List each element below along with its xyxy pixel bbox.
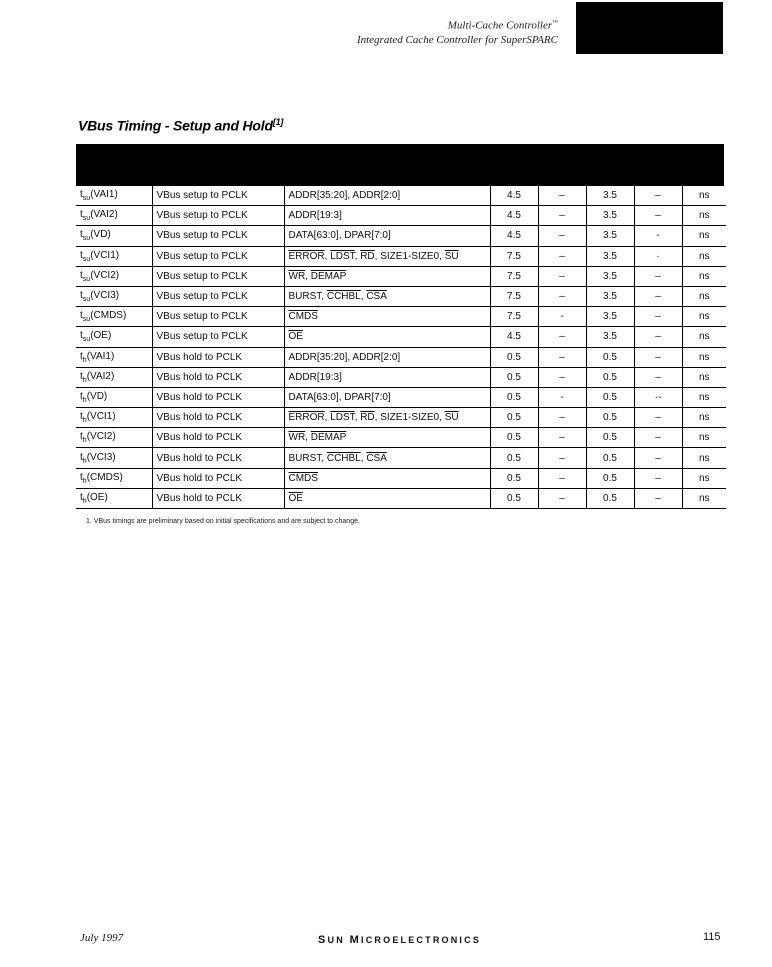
- description-cell: VBus hold to PCLK: [152, 408, 284, 428]
- value-cell: 3.5: [586, 186, 634, 206]
- unit-cell: ns: [682, 387, 726, 407]
- description-cell: VBus setup to PCLK: [152, 206, 284, 226]
- footer-date: July 1997: [80, 932, 124, 944]
- symbol-cell: $t_{su}(VAI2)$: [76, 206, 152, 226]
- section-title: [78, 117, 283, 134]
- value-cell: 7.5: [490, 307, 538, 327]
- value-cell: 0.5: [490, 387, 538, 407]
- value-cell: –: [538, 367, 586, 387]
- value-cell: 0.5: [586, 488, 634, 508]
- value-cell: 7.5: [490, 266, 538, 286]
- value-cell: –: [538, 206, 586, 226]
- table-row: [76, 307, 726, 327]
- signals-cell: ADDR[35:20], ADDR[2:0]: [284, 186, 490, 206]
- value-cell: 0.5: [490, 468, 538, 488]
- table-row: [76, 408, 726, 428]
- symbol-cell: $t_h(VCI1)$: [76, 408, 152, 428]
- value-cell: –: [538, 186, 586, 206]
- value-cell: ·: [634, 246, 682, 266]
- unit-cell: ns: [682, 246, 726, 266]
- unit-cell: ns: [682, 286, 726, 306]
- header-black-tab: [576, 2, 723, 54]
- value-cell: -: [538, 387, 586, 407]
- unit-cell: ns: [682, 408, 726, 428]
- value-cell: –: [634, 286, 682, 306]
- value-cell: -: [538, 307, 586, 327]
- unit-cell: ns: [682, 448, 726, 468]
- description-cell: VBus hold to PCLK: [152, 367, 284, 387]
- value-cell: 3.5: [586, 327, 634, 347]
- value-cell: 4.5: [490, 327, 538, 347]
- value-cell: –: [538, 408, 586, 428]
- footer-brand: SUN MICROELECTRONICS: [318, 934, 482, 946]
- unit-cell: ns: [682, 206, 726, 226]
- signals-cell: $\overline{WR}$, DEMAP: [284, 266, 490, 286]
- unit-cell: ns: [682, 266, 726, 286]
- table-row: [76, 266, 726, 286]
- signals-cell: ERROR, LDST, $\overline{RD}$, SIZE1-SIZE0, $\overline{SU}$: [284, 246, 490, 266]
- symbol-cell: $t_h(CMDS)$: [76, 468, 152, 488]
- description-cell: VBus hold to PCLK: [152, 387, 284, 407]
- table-row: [76, 347, 726, 367]
- value-cell: 0.5: [586, 468, 634, 488]
- signals-cell: $\overline{OE}$: [284, 488, 490, 508]
- value-cell: 3.5: [586, 266, 634, 286]
- value-cell: –: [634, 367, 682, 387]
- value-cell: 3.5: [586, 226, 634, 246]
- timing-table: [76, 186, 726, 509]
- symbol-cell: $t_{su}(CMDS)$: [76, 307, 152, 327]
- unit-cell: ns: [682, 327, 726, 347]
- description-cell: VBus hold to PCLK: [152, 468, 284, 488]
- footnote: 1. VBus timings are preliminary based on initial specifications and are subject to change.: [86, 518, 360, 525]
- table-row: [76, 387, 726, 407]
- description-cell: VBus hold to PCLK: [152, 448, 284, 468]
- value-cell: 0.5: [586, 408, 634, 428]
- table-header-bar: [76, 144, 724, 186]
- value-cell: 4.5: [490, 206, 538, 226]
- unit-cell: ns: [682, 488, 726, 508]
- unit-cell: ns: [682, 186, 726, 206]
- signals-cell: ADDR[19:3]: [284, 367, 490, 387]
- value-cell: 0.5: [586, 448, 634, 468]
- description-cell: VBus setup to PCLK: [152, 266, 284, 286]
- value-cell: 3.5: [586, 206, 634, 226]
- value-cell: –: [538, 327, 586, 347]
- symbol-cell: $t_h(VCI2)$: [76, 428, 152, 448]
- value-cell: -: [634, 226, 682, 246]
- trademark-mark: ™: [552, 20, 558, 26]
- value-cell: –: [634, 408, 682, 428]
- value-cell: 0.5: [586, 428, 634, 448]
- value-cell: 7.5: [490, 286, 538, 306]
- description-cell: VBus setup to PCLK: [152, 186, 284, 206]
- symbol-cell: $t_{su}(VD)$: [76, 226, 152, 246]
- value-cell: 7.5: [490, 246, 538, 266]
- value-cell: 0.5: [490, 347, 538, 367]
- value-cell: –: [538, 347, 586, 367]
- page-number: 115: [703, 931, 721, 943]
- unit-cell: ns: [682, 468, 726, 488]
- unit-cell: ns: [682, 428, 726, 448]
- signals-cell: BURST, CCHBL, $\overline{CSA}$: [284, 286, 490, 306]
- value-cell: 0.5: [586, 347, 634, 367]
- table-row: [76, 327, 726, 347]
- value-cell: 0.5: [586, 367, 634, 387]
- value-cell: –: [538, 488, 586, 508]
- value-cell: 3.5: [586, 286, 634, 306]
- unit-cell: ns: [682, 347, 726, 367]
- symbol-cell: $t_h(VCI3)$: [76, 448, 152, 468]
- signals-cell: CMDS: [284, 468, 490, 488]
- signals-cell: ADDR[35:20], ADDR[2:0]: [284, 347, 490, 367]
- header-product-line-text: Multi-Cache Controller: [447, 19, 553, 32]
- symbol-cell: $t_{su}(VCI1)$: [76, 246, 152, 266]
- value-cell: ·-: [634, 387, 682, 407]
- section-title-text: VBus Timing - Setup and Hold: [78, 117, 273, 134]
- value-cell: –: [634, 428, 682, 448]
- signals-cell: DATA[63:0], DPAR[7:0]: [284, 387, 490, 407]
- table-row: [76, 488, 726, 508]
- symbol-cell: $t_{su}(OE)$: [76, 327, 152, 347]
- description-cell: VBus setup to PCLK: [152, 286, 284, 306]
- table-row: [76, 448, 726, 468]
- header-product-line: [448, 16, 558, 34]
- value-cell: –: [538, 468, 586, 488]
- value-cell: –: [538, 428, 586, 448]
- signals-cell: $\overline{WR}$, DEMAP: [284, 428, 490, 448]
- value-cell: –: [538, 246, 586, 266]
- value-cell: –: [538, 226, 586, 246]
- value-cell: –: [538, 266, 586, 286]
- unit-cell: ns: [682, 307, 726, 327]
- value-cell: –: [634, 307, 682, 327]
- value-cell: –: [634, 206, 682, 226]
- signals-cell: $\overline{OE}$: [284, 327, 490, 347]
- value-cell: 0.5: [490, 488, 538, 508]
- symbol-cell: $t_h(VAI1)$: [76, 347, 152, 367]
- symbol-cell: $t_h(VD)$: [76, 387, 152, 407]
- description-cell: VBus hold to PCLK: [152, 428, 284, 448]
- value-cell: 0.5: [586, 387, 634, 407]
- description-cell: VBus setup to PCLK: [152, 327, 284, 347]
- signals-cell: ERROR, LDST, $\overline{RD}$, SIZE1-SIZE0, $\overline{SU}$: [284, 408, 490, 428]
- symbol-cell: $t_h(OE)$: [76, 488, 152, 508]
- value-cell: 3.5: [586, 307, 634, 327]
- value-cell: –: [634, 488, 682, 508]
- table-row: [76, 468, 726, 488]
- value-cell: 0.5: [490, 448, 538, 468]
- value-cell: –: [634, 186, 682, 206]
- symbol-cell: $t_h(VAI2)$: [76, 367, 152, 387]
- symbol-cell: $t_{su}(VAI1)$: [76, 186, 152, 206]
- timing-table-body: [76, 186, 726, 509]
- description-cell: VBus setup to PCLK: [152, 246, 284, 266]
- signals-cell: BURST, CCHBL, $\overline{CSA}$: [284, 448, 490, 468]
- description-cell: VBus hold to PCLK: [152, 488, 284, 508]
- table-row: [76, 246, 726, 266]
- value-cell: 3.5: [586, 246, 634, 266]
- value-cell: 0.5: [490, 408, 538, 428]
- footnote-ref: [1]: [272, 117, 284, 127]
- table-row: [76, 367, 726, 387]
- value-cell: 4.5: [490, 226, 538, 246]
- description-cell: VBus setup to PCLK: [152, 226, 284, 246]
- signals-cell: CMDS: [284, 307, 490, 327]
- description-cell: VBus setup to PCLK: [152, 307, 284, 327]
- table-row: [76, 226, 726, 246]
- signals-cell: ADDR[19:3]: [284, 206, 490, 226]
- value-cell: –: [634, 347, 682, 367]
- description-cell: VBus hold to PCLK: [152, 347, 284, 367]
- unit-cell: ns: [682, 367, 726, 387]
- table-row: [76, 186, 726, 206]
- value-cell: 4.5: [490, 186, 538, 206]
- value-cell: –: [634, 468, 682, 488]
- table-row: [76, 206, 726, 226]
- value-cell: 0.5: [490, 428, 538, 448]
- value-cell: –: [538, 286, 586, 306]
- symbol-cell: $t_{su}(VCI3)$: [76, 286, 152, 306]
- table-row: [76, 428, 726, 448]
- signals-cell: DATA[63:0], DPAR[7:0]: [284, 226, 490, 246]
- value-cell: –: [634, 448, 682, 468]
- value-cell: –: [634, 266, 682, 286]
- header-product-subtitle: Integrated Cache Controller for SuperSPARC: [356, 34, 558, 46]
- symbol-cell: $t_{su}(VCI2)$: [76, 266, 152, 286]
- value-cell: 0.5: [490, 367, 538, 387]
- value-cell: –: [538, 448, 586, 468]
- table-row: [76, 286, 726, 306]
- value-cell: –: [634, 327, 682, 347]
- unit-cell: ns: [682, 226, 726, 246]
